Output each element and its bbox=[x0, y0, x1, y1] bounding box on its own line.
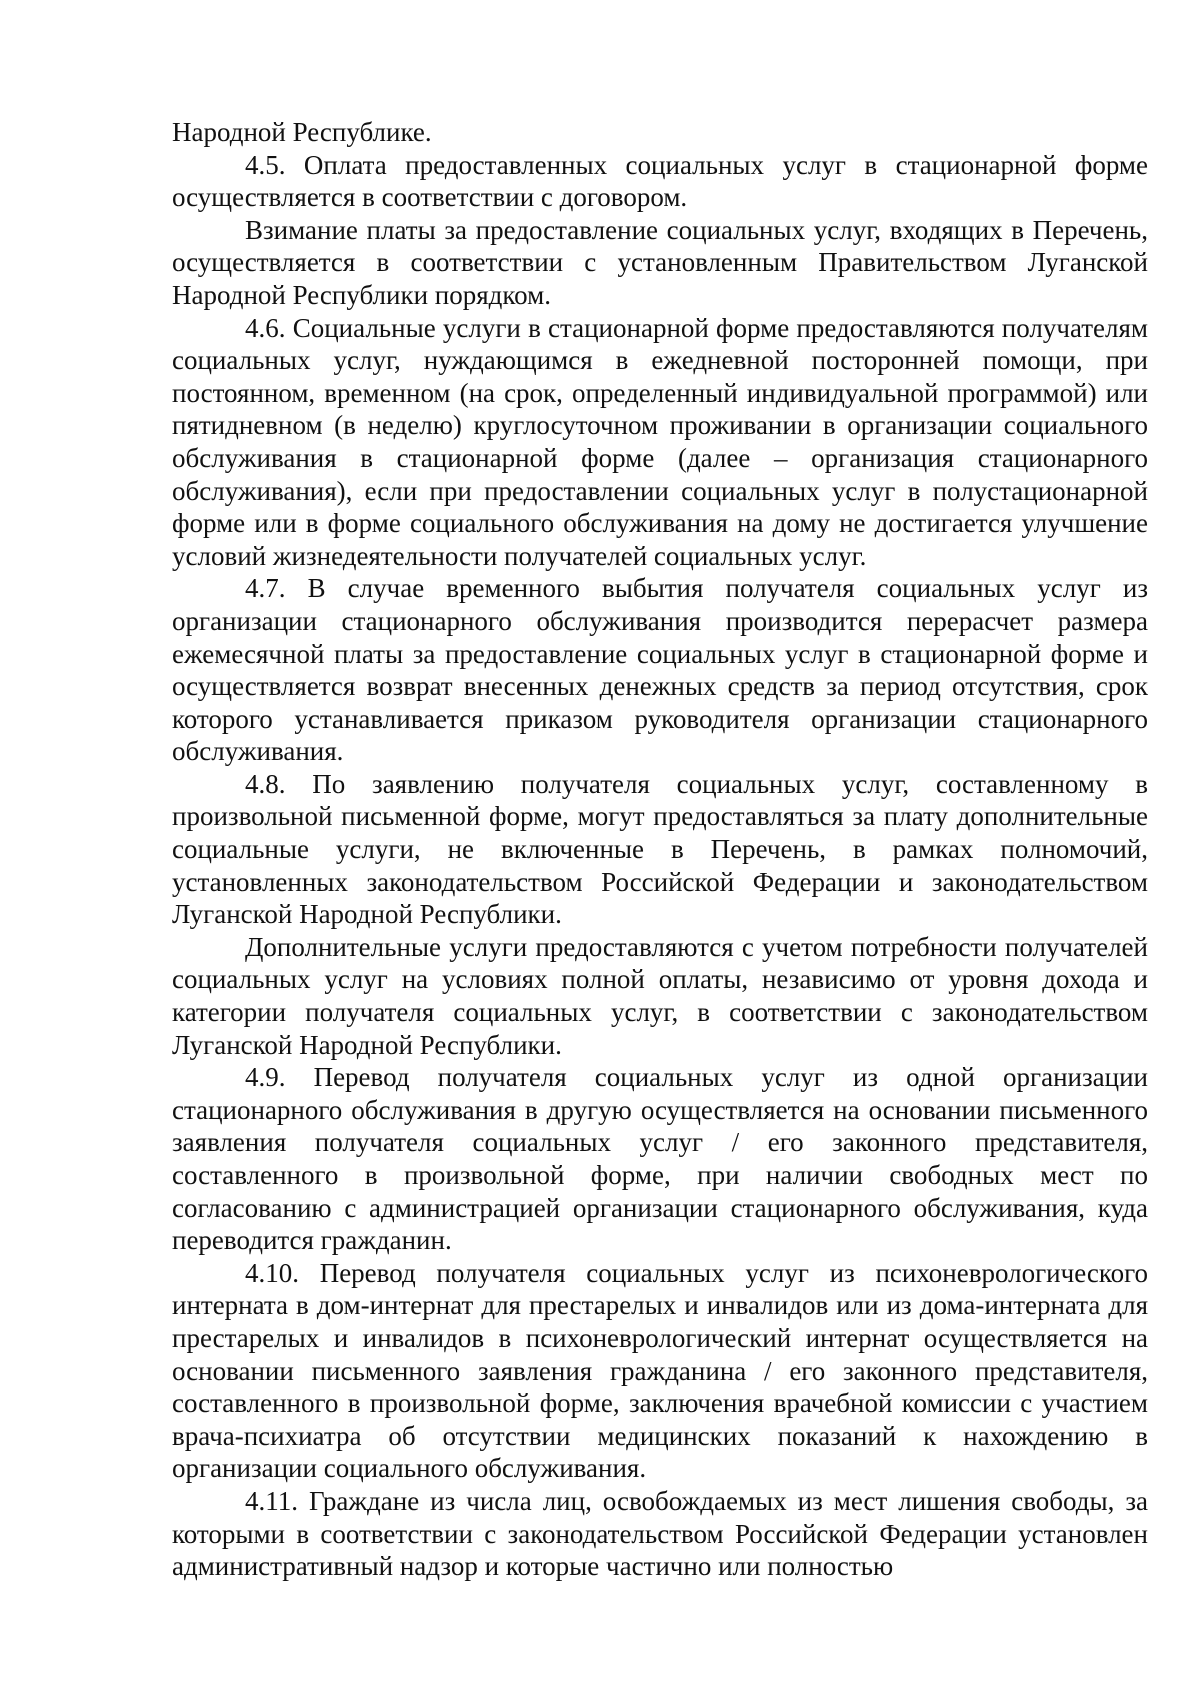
paragraph-4-7: 4.7. В случае временного выбытия получателя социальных услуг из организации стационарного обслуживания производится перерасчет размера ежемесячной платы за предоставление социальных услуг в стационарной форме и осуществляется возврат внесенных денежных средств за период отсутствия, срок которого устанавливается приказом руководителя организации стационарного обслуживания. bbox=[172, 573, 1148, 767]
paragraph-4-9: 4.9. Перевод получателя социальных услуг из одной организации стационарного обслуживания в другую осуществляется на основании письменного заявления получателя социальных услуг / его законного представителя, составленного в произвольной форме, при наличии свободных мест по согласованию с администрацией организации стационарного обслуживания, куда переводится гражданин. bbox=[172, 1062, 1148, 1256]
paragraph-4-10: 4.10. Перевод получателя социальных услуг из психоневрологического интерната в дом-интернат для престарелых и инвалидов или из дома-интерната для престарелых и инвалидов в психоневрологический интернат осуществляется на основании письменного заявления гражданина / его законного представителя, составленного в произвольной форме, заключения врачебной комиссии с участием врача-психиатра об отсутствии медицинских показаний к нахождению в организации социального обслуживания. bbox=[172, 1257, 1148, 1484]
paragraph-4-8: 4.8. По заявлению получателя социальных услуг, составленному в произвольной письменной форме, могут предоставляться за плату дополнительные социальные услуги, не включенные в Перечень, в рамках полномочий, установленных законодательством Российской Федерации и законодательством Луганской Народной Республики. bbox=[172, 768, 1148, 930]
document-body bbox=[172, 116, 1148, 1583]
paragraph-4-6: 4.6. Социальные услуги в стационарной форме предоставляются получателям социальных услуг, нуждающимся в ежедневной посторонней помощи, при постоянном, временном (на срок, определенный индивидуальной программой) или пятидневном (в неделю) круглосуточном проживании в организации социального обслуживания в стационарной форме (далее – организация стационарного обслуживания), если при предоставлении социальных услуг в полустационарной форме или в форме социального обслуживания на дому не достигается улучшение условий жизнедеятельности получателей социальных услуг. bbox=[172, 312, 1148, 571]
paragraph-continuation: Народной Республике. bbox=[172, 117, 432, 147]
paragraph-4-5: 4.5. Оплата предоставленных социальных услуг в стационарной форме осуществляется в соответствии с договором. bbox=[172, 149, 1148, 213]
paragraph-4-11: 4.11. Граждане из числа лиц, освобождаемых из мест лишения свободы, за которыми в соответствии с законодательством Российской Федерации установлен административный надзор и которые частично или полностью bbox=[172, 1485, 1148, 1582]
paragraph-4-8-additional: Дополнительные услуги предоставляются с учетом потребности получателей социальных услуг на условиях полной оплаты, независимо от уровня дохода и категории получателя социальных услуг, в соответствии с законодательством Луганской Народной Республики. bbox=[172, 931, 1148, 1060]
paragraph-4-5-fee: Взимание платы за предоставление социальных услуг, входящих в Перечень, осуществляется в соответствии с установленным Правительством Луганской Народной Республики порядком. bbox=[172, 214, 1148, 310]
